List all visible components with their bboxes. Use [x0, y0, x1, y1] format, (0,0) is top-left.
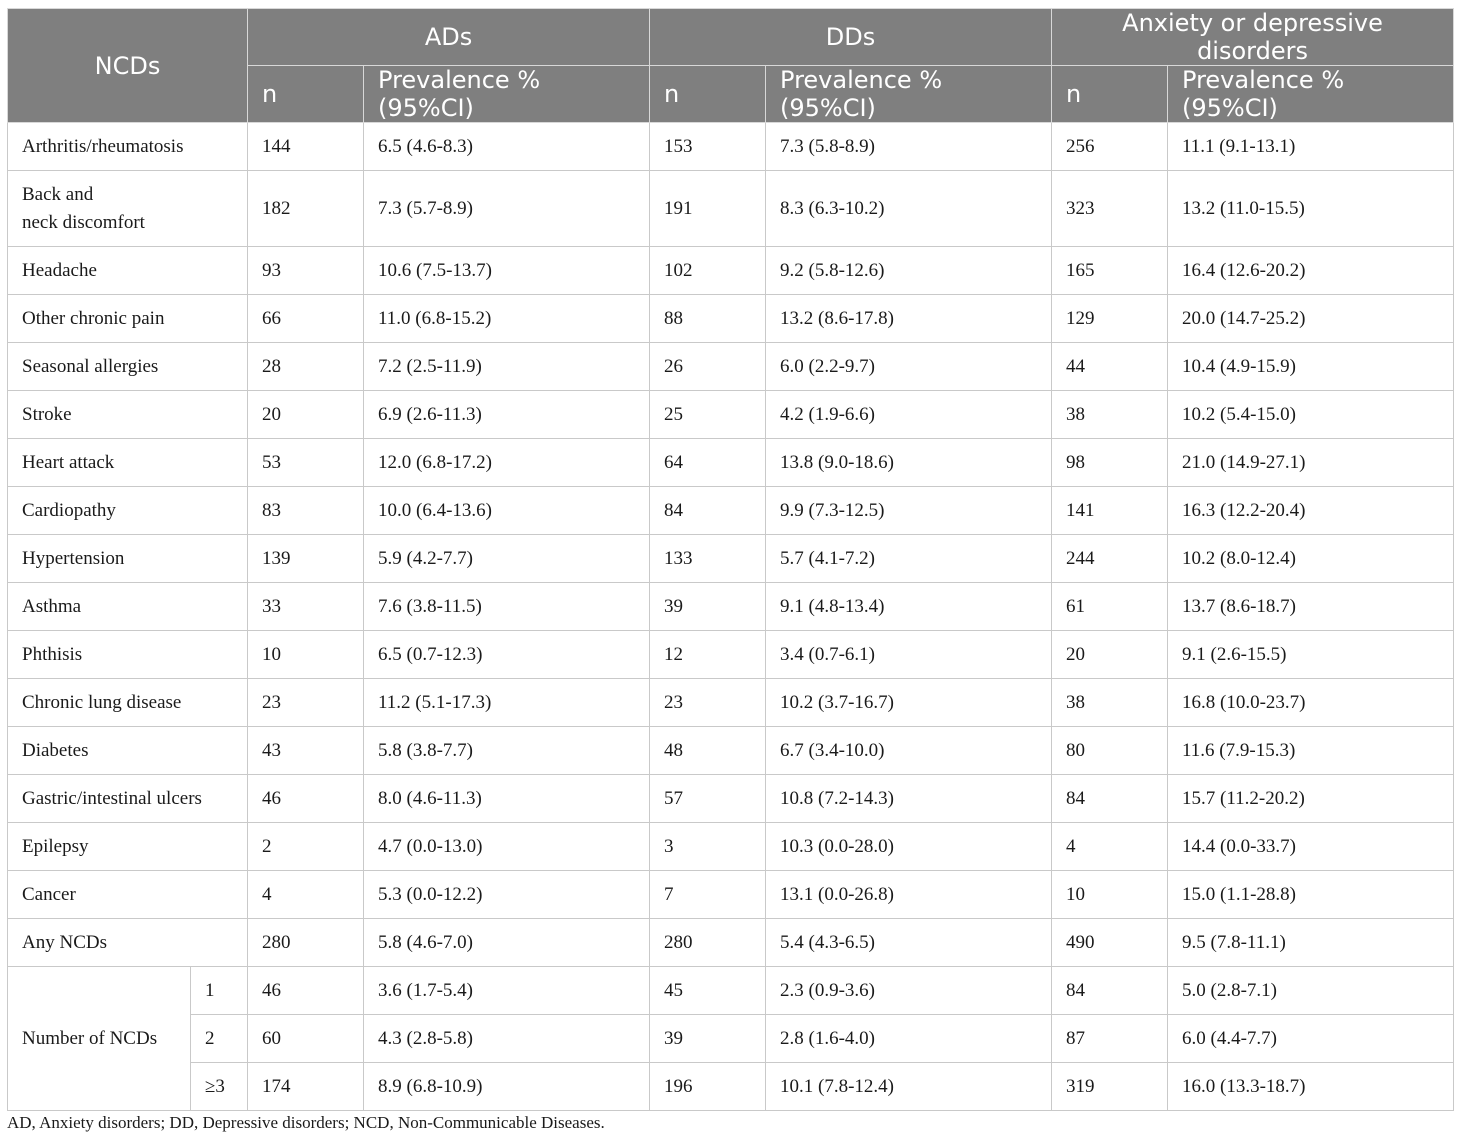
ad-prevalence: 7.2 (2.5-11.9)	[364, 343, 650, 391]
any-prevalence: 16.3 (12.2-20.4)	[1168, 487, 1454, 535]
row-label: Hypertension	[8, 535, 248, 583]
any-prevalence: 5.0 (2.8-7.1)	[1168, 967, 1454, 1015]
ad-n: 10	[248, 631, 364, 679]
dd-n: 3	[650, 823, 766, 871]
any-prevalence: 16.0 (13.3-18.7)	[1168, 1063, 1454, 1111]
row-label-line1: Back and	[22, 183, 94, 205]
any-n: 98	[1052, 439, 1168, 487]
ad-n: 43	[248, 727, 364, 775]
any-prevalence: 6.0 (4.4-7.7)	[1168, 1015, 1454, 1063]
row-label: Seasonal allergies	[8, 343, 248, 391]
table-row	[8, 727, 1454, 775]
dd-prevalence: 8.3 (6.3-10.2)	[766, 171, 1052, 247]
ad-n: 33	[248, 583, 364, 631]
any-prevalence: 20.0 (14.7-25.2)	[1168, 295, 1454, 343]
dd-prevalence: 2.8 (1.6-4.0)	[766, 1015, 1052, 1063]
table-row	[8, 679, 1454, 727]
ad-prevalence: 4.3 (2.8-5.8)	[364, 1015, 650, 1063]
dd-prevalence: 10.1 (7.8-12.4)	[766, 1063, 1052, 1111]
ad-prevalence: 10.6 (7.5-13.7)	[364, 247, 650, 295]
any-n: 38	[1052, 679, 1168, 727]
header-ads-prevalence: Prevalence % (95%CI)	[364, 66, 650, 123]
ad-n: 174	[248, 1063, 364, 1111]
header-ads: ADs	[248, 9, 650, 66]
dd-n: 84	[650, 487, 766, 535]
any-prevalence: 13.7 (8.6-18.7)	[1168, 583, 1454, 631]
dd-prevalence: 9.2 (5.8-12.6)	[766, 247, 1052, 295]
table-row	[8, 967, 1454, 1015]
ad-prevalence: 12.0 (6.8-17.2)	[364, 439, 650, 487]
ad-n: 23	[248, 679, 364, 727]
ad-prevalence: 7.3 (5.7-8.9)	[364, 171, 650, 247]
ad-n: 20	[248, 391, 364, 439]
table-row	[8, 123, 1454, 171]
table-row	[8, 171, 1454, 247]
any-n: 10	[1052, 871, 1168, 919]
row-label	[8, 171, 248, 247]
table-row	[8, 919, 1454, 967]
table-row	[8, 487, 1454, 535]
dd-n: 57	[650, 775, 766, 823]
row-label: Epilepsy	[8, 823, 248, 871]
ad-n: 182	[248, 171, 364, 247]
ad-prevalence: 6.5 (4.6-8.3)	[364, 123, 650, 171]
ad-prevalence: 6.5 (0.7-12.3)	[364, 631, 650, 679]
any-prevalence: 9.5 (7.8-11.1)	[1168, 919, 1454, 967]
any-prevalence: 10.2 (5.4-15.0)	[1168, 391, 1454, 439]
dd-n: 26	[650, 343, 766, 391]
ad-prevalence: 4.7 (0.0-13.0)	[364, 823, 650, 871]
any-n: 165	[1052, 247, 1168, 295]
header-ncds: NCDs	[8, 9, 248, 123]
row-label: Gastric/intestinal ulcers	[8, 775, 248, 823]
ad-n: 4	[248, 871, 364, 919]
table-row	[8, 247, 1454, 295]
ncd-count-level: 1	[191, 967, 248, 1015]
ad-n: 83	[248, 487, 364, 535]
dd-prevalence: 13.1 (0.0-26.8)	[766, 871, 1052, 919]
row-label: Arthritis/rheumatosis	[8, 123, 248, 171]
any-n: 61	[1052, 583, 1168, 631]
any-n: 84	[1052, 967, 1168, 1015]
any-prevalence: 10.4 (4.9-15.9)	[1168, 343, 1454, 391]
dd-n: 133	[650, 535, 766, 583]
table-header	[8, 9, 1454, 123]
ad-prevalence: 11.0 (6.8-15.2)	[364, 295, 650, 343]
table-row	[8, 535, 1454, 583]
header-dds-n: n	[650, 66, 766, 123]
dd-prevalence: 9.9 (7.3-12.5)	[766, 487, 1052, 535]
table-row	[8, 823, 1454, 871]
any-n: 84	[1052, 775, 1168, 823]
dd-n: 23	[650, 679, 766, 727]
dd-prevalence: 3.4 (0.7-6.1)	[766, 631, 1052, 679]
dd-prevalence: 5.7 (4.1-7.2)	[766, 535, 1052, 583]
table-row	[8, 775, 1454, 823]
ad-prevalence: 6.9 (2.6-11.3)	[364, 391, 650, 439]
row-label: Asthma	[8, 583, 248, 631]
table-row	[8, 1063, 1454, 1111]
any-n: 256	[1052, 123, 1168, 171]
ad-prevalence: 7.6 (3.8-11.5)	[364, 583, 650, 631]
dd-n: 48	[650, 727, 766, 775]
ncd-prevalence-table	[7, 8, 1454, 1111]
any-prevalence: 11.1 (9.1-13.1)	[1168, 123, 1454, 171]
ad-prevalence: 8.9 (6.8-10.9)	[364, 1063, 650, 1111]
row-label: Chronic lung disease	[8, 679, 248, 727]
dd-n: 191	[650, 171, 766, 247]
any-prevalence: 9.1 (2.6-15.5)	[1168, 631, 1454, 679]
table-row	[8, 583, 1454, 631]
table-row	[8, 631, 1454, 679]
table-row	[8, 871, 1454, 919]
dd-n: 280	[650, 919, 766, 967]
any-n: 490	[1052, 919, 1168, 967]
ad-n: 60	[248, 1015, 364, 1063]
row-label: Stroke	[8, 391, 248, 439]
ad-n: 53	[248, 439, 364, 487]
ad-prevalence: 3.6 (1.7-5.4)	[364, 967, 650, 1015]
row-label: Cardiopathy	[8, 487, 248, 535]
table-row	[8, 439, 1454, 487]
ad-n: 93	[248, 247, 364, 295]
table-row	[8, 391, 1454, 439]
any-n: 87	[1052, 1015, 1168, 1063]
row-label: Phthisis	[8, 631, 248, 679]
dd-n: 88	[650, 295, 766, 343]
header-dds: DDs	[650, 9, 1052, 66]
ad-prevalence: 8.0 (4.6-11.3)	[364, 775, 650, 823]
any-n: 44	[1052, 343, 1168, 391]
table-body	[8, 123, 1454, 1111]
ad-prevalence: 10.0 (6.4-13.6)	[364, 487, 650, 535]
ad-n: 46	[248, 775, 364, 823]
ad-prevalence: 5.9 (4.2-7.7)	[364, 535, 650, 583]
table-row	[8, 295, 1454, 343]
header-ads-n: n	[248, 66, 364, 123]
any-n: 129	[1052, 295, 1168, 343]
dd-n: 102	[650, 247, 766, 295]
dd-n: 153	[650, 123, 766, 171]
table-footnote: AD, Anxiety disorders; DD, Depressive disorders; NCD, Non-Communicable Diseases.	[7, 1113, 605, 1132]
dd-prevalence: 10.2 (3.7-16.7)	[766, 679, 1052, 727]
any-prevalence: 16.8 (10.0-23.7)	[1168, 679, 1454, 727]
dd-prevalence: 13.8 (9.0-18.6)	[766, 439, 1052, 487]
ad-n: 28	[248, 343, 364, 391]
dd-n: 7	[650, 871, 766, 919]
any-n: 244	[1052, 535, 1168, 583]
any-prevalence: 14.4 (0.0-33.7)	[1168, 823, 1454, 871]
dd-prevalence: 5.4 (4.3-6.5)	[766, 919, 1052, 967]
number-of-ncds-label: Number of NCDs	[8, 967, 191, 1111]
dd-n: 39	[650, 583, 766, 631]
ncd-count-level: 2	[191, 1015, 248, 1063]
ad-n: 66	[248, 295, 364, 343]
any-prevalence: 11.6 (7.9-15.3)	[1168, 727, 1454, 775]
header-anxiety-or-depressive: Anxiety or depressive disorders	[1052, 9, 1454, 66]
dd-prevalence: 13.2 (8.6-17.8)	[766, 295, 1052, 343]
any-prevalence: 16.4 (12.6-20.2)	[1168, 247, 1454, 295]
ad-n: 144	[248, 123, 364, 171]
any-n: 38	[1052, 391, 1168, 439]
any-n: 323	[1052, 171, 1168, 247]
ad-prevalence: 5.3 (0.0-12.2)	[364, 871, 650, 919]
dd-prevalence: 2.3 (0.9-3.6)	[766, 967, 1052, 1015]
dd-n: 12	[650, 631, 766, 679]
dd-prevalence: 4.2 (1.9-6.6)	[766, 391, 1052, 439]
row-label: Any NCDs	[8, 919, 248, 967]
ad-n: 280	[248, 919, 364, 967]
any-prevalence: 21.0 (14.9-27.1)	[1168, 439, 1454, 487]
ad-n: 46	[248, 967, 364, 1015]
ncd-count-level: ≥3	[191, 1063, 248, 1111]
ad-n: 139	[248, 535, 364, 583]
any-n: 4	[1052, 823, 1168, 871]
any-n: 80	[1052, 727, 1168, 775]
row-label: Other chronic pain	[8, 295, 248, 343]
dd-prevalence: 7.3 (5.8-8.9)	[766, 123, 1052, 171]
dd-prevalence: 10.3 (0.0-28.0)	[766, 823, 1052, 871]
dd-n: 39	[650, 1015, 766, 1063]
dd-n: 64	[650, 439, 766, 487]
header-dds-prevalence: Prevalence % (95%CI)	[766, 66, 1052, 123]
row-label-line2: neck discomfort	[22, 211, 145, 233]
row-label: Diabetes	[8, 727, 248, 775]
any-n: 20	[1052, 631, 1168, 679]
ad-prevalence: 5.8 (3.8-7.7)	[364, 727, 650, 775]
table-row	[8, 343, 1454, 391]
row-label: Heart attack	[8, 439, 248, 487]
dd-prevalence: 9.1 (4.8-13.4)	[766, 583, 1052, 631]
ad-n: 2	[248, 823, 364, 871]
header-any-prevalence: Prevalence % (95%CI)	[1168, 66, 1454, 123]
row-label: Headache	[8, 247, 248, 295]
dd-prevalence: 6.7 (3.4-10.0)	[766, 727, 1052, 775]
table-row	[8, 1015, 1454, 1063]
any-prevalence: 15.7 (11.2-20.2)	[1168, 775, 1454, 823]
row-label: Cancer	[8, 871, 248, 919]
dd-n: 45	[650, 967, 766, 1015]
dd-n: 196	[650, 1063, 766, 1111]
any-prevalence: 10.2 (8.0-12.4)	[1168, 535, 1454, 583]
dd-n: 25	[650, 391, 766, 439]
any-prevalence: 15.0 (1.1-28.8)	[1168, 871, 1454, 919]
header-any-n: n	[1052, 66, 1168, 123]
any-n: 141	[1052, 487, 1168, 535]
dd-prevalence: 6.0 (2.2-9.7)	[766, 343, 1052, 391]
ad-prevalence: 5.8 (4.6-7.0)	[364, 919, 650, 967]
dd-prevalence: 10.8 (7.2-14.3)	[766, 775, 1052, 823]
any-prevalence: 13.2 (11.0-15.5)	[1168, 171, 1454, 247]
any-n: 319	[1052, 1063, 1168, 1111]
ad-prevalence: 11.2 (5.1-17.3)	[364, 679, 650, 727]
